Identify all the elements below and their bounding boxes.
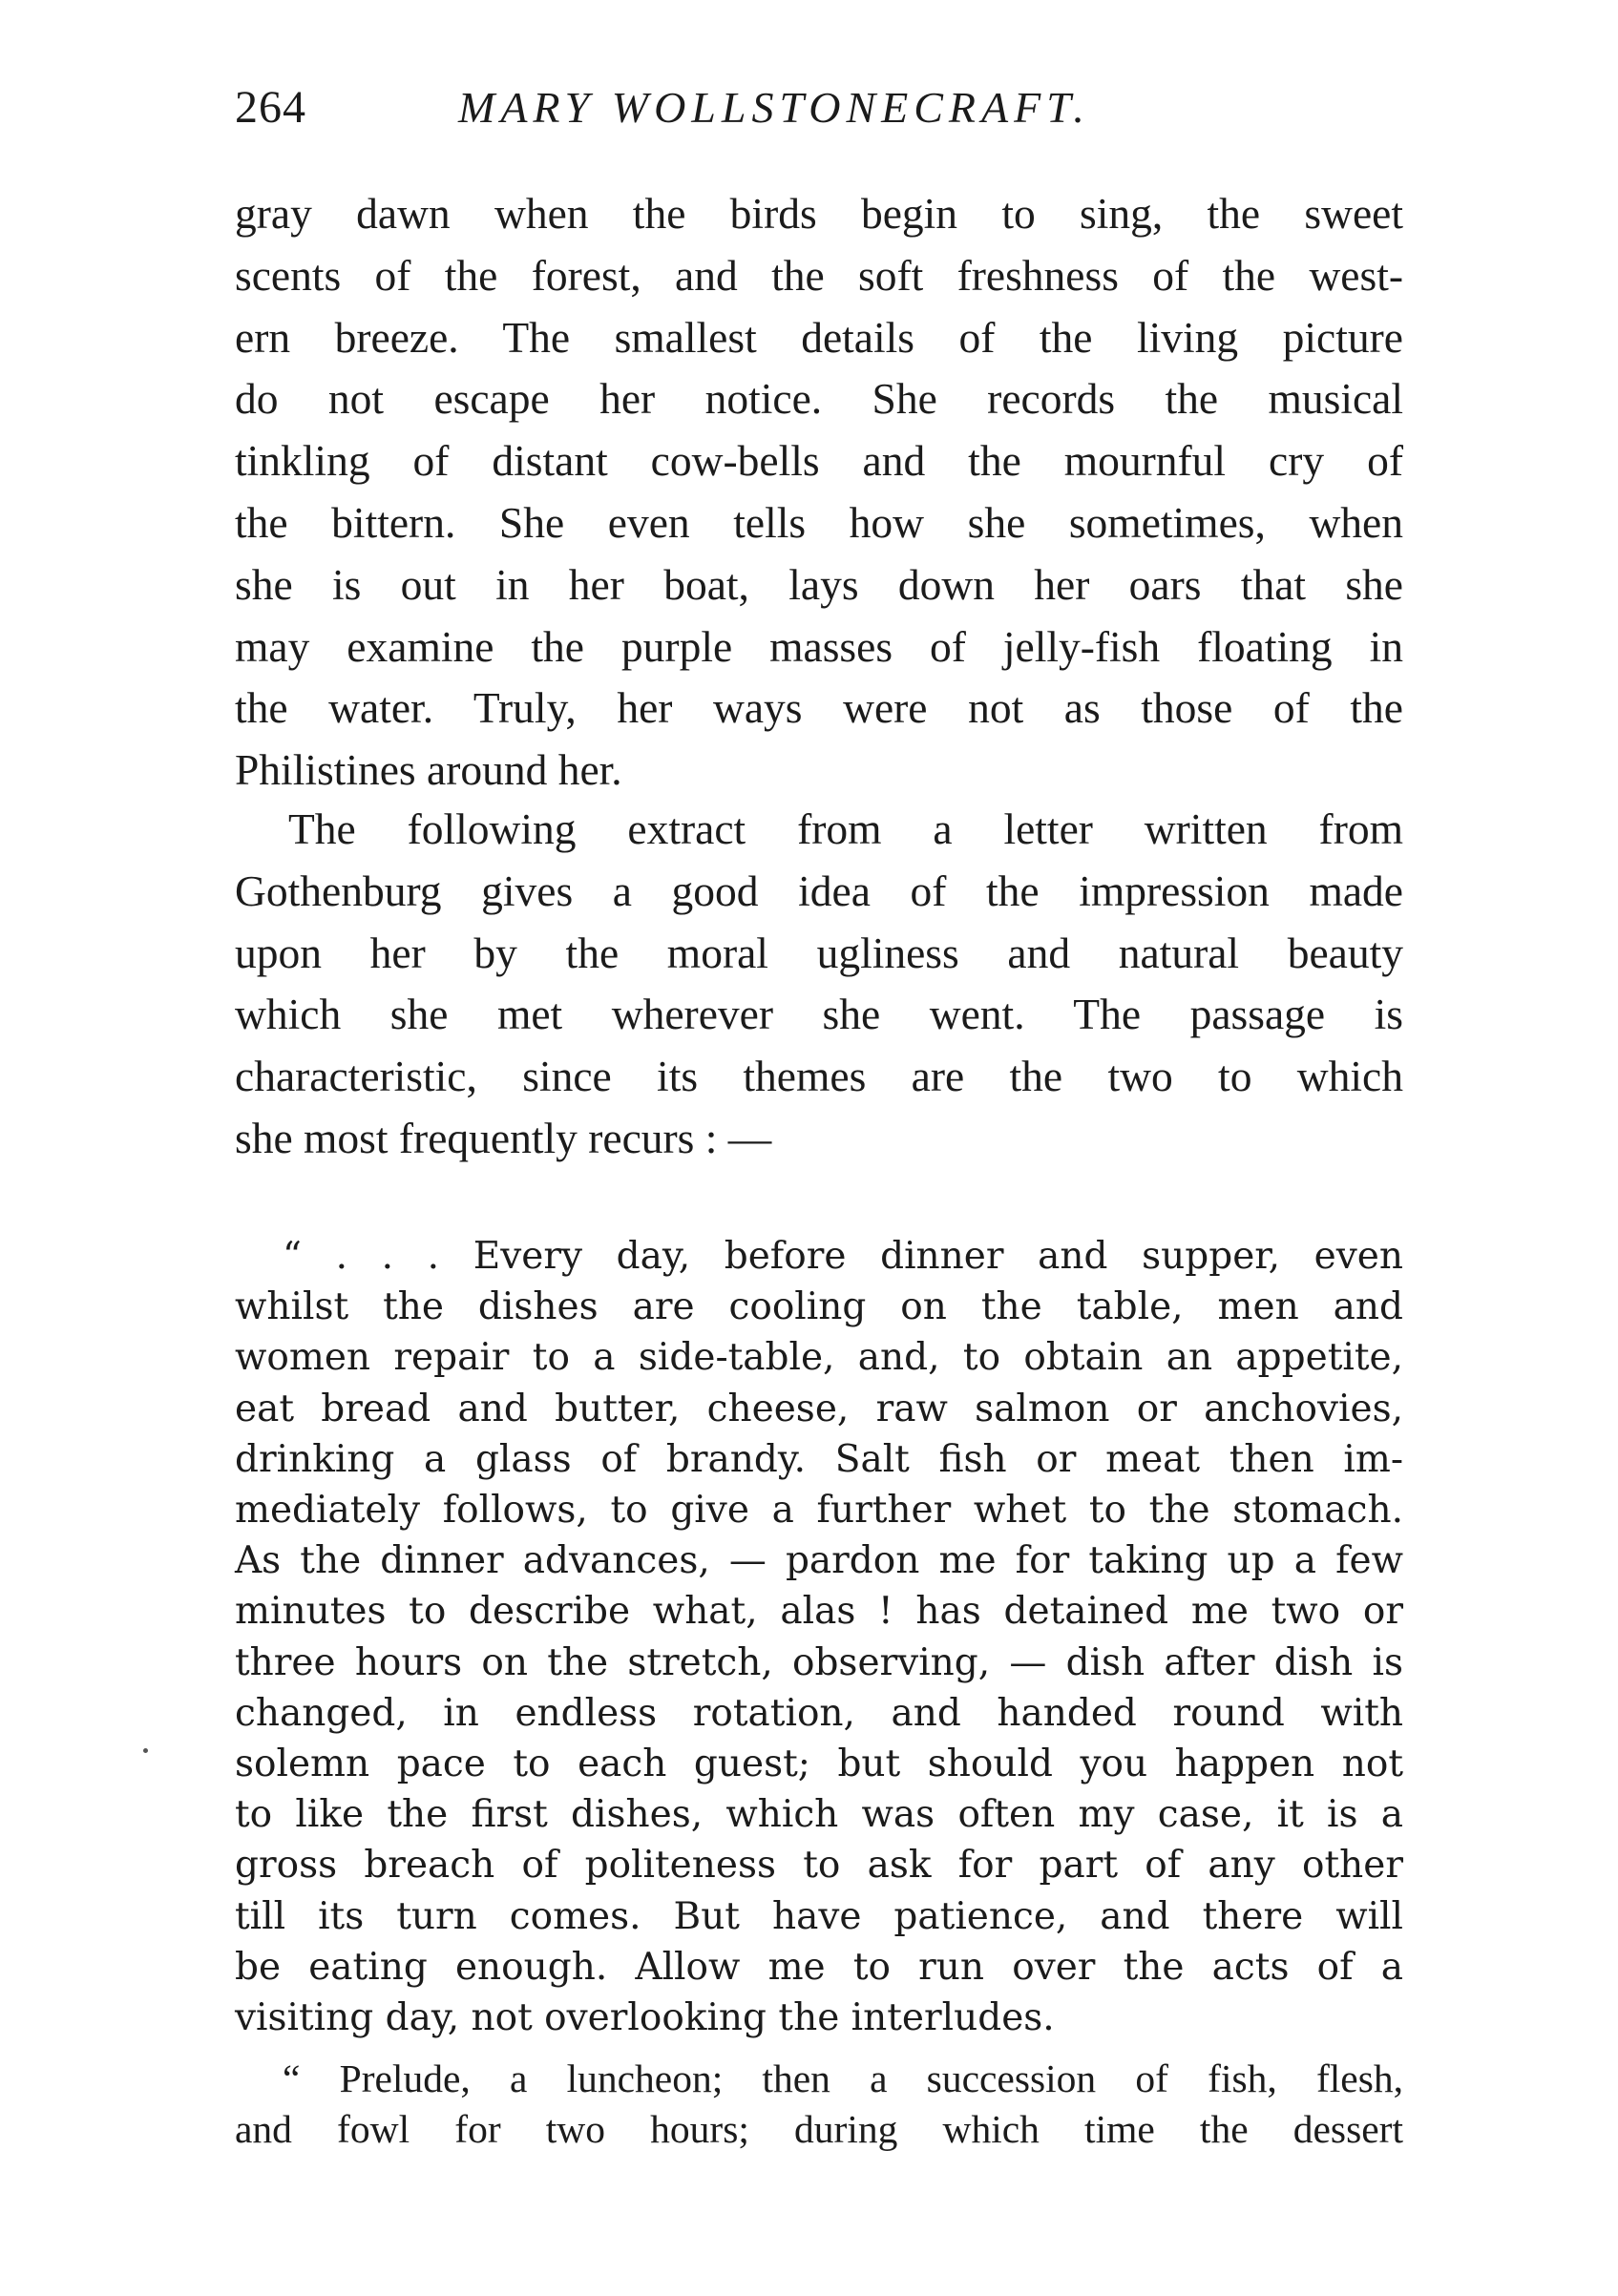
quote-line: gross breach of politeness to ask for part of any other: [235, 1844, 1403, 1888]
text-line: the bittern. She even tells how she sometimes, when: [235, 497, 1403, 547]
quote-line: As the dinner advances, — pardon me for taking up a few: [235, 1539, 1403, 1583]
text-line: may examine the purple masses of jelly-fish floating in: [235, 621, 1403, 671]
quote-line: mediately follows, to give a further whet to the stomach.: [235, 1489, 1403, 1533]
page-header: [235, 74, 1399, 141]
text-line: the water. Truly, her ways were not as those of the: [235, 683, 1403, 733]
quote-line: whilst the dishes are cooling on the table, men and: [235, 1285, 1403, 1329]
quote-line: “ . . . Every day, before dinner and supper, even: [283, 1235, 1403, 1278]
quote-line: solemn pace to each guest; but should you happen not: [235, 1743, 1403, 1786]
text-line: ern breeze. The smallest details of the living picture: [235, 312, 1403, 362]
text-line: upon her by the moral ugliness and natural beauty: [235, 928, 1403, 977]
text-line: scents of the forest, and the soft freshness of the west-: [235, 250, 1403, 300]
text-line: The following extract from a letter written from: [288, 804, 1403, 853]
quote-line: “ Prelude, a luncheon; then a succession of fish, flesh,: [283, 2056, 1403, 2100]
text-line: characteristic, since its themes are the two to which: [235, 1052, 1403, 1101]
text-line: do not escape her notice. She records the musical: [235, 374, 1403, 424]
text-line: she is out in her boat, lays down her oars that she: [235, 559, 1403, 609]
text-line: which she met wherever she went. The passage is: [235, 990, 1403, 1039]
text-line: she most frequently recurs : —: [235, 1113, 772, 1162]
paper-speck: [143, 1748, 148, 1753]
quote-line: visiting day, not overlooking the interludes.: [235, 1996, 1055, 2040]
text-line: gray dawn when the birds begin to sing, the sweet: [235, 189, 1403, 238]
quote-line: minutes to describe what, alas ! has detained me two or: [235, 1590, 1403, 1634]
page-number: 264: [235, 82, 306, 133]
quote-line: and fowl for two hours; during which time the dessert: [235, 2107, 1403, 2152]
text-line: Philistines around her.: [235, 745, 622, 795]
body-paragraph-2: [235, 799, 1403, 1170]
block-quote-1: [235, 1231, 1403, 2043]
text-line: Gothenburg gives a good idea of the impression made: [235, 866, 1403, 915]
quote-line: three hours on the stretch, observing, — dish after dish is: [235, 1640, 1403, 1684]
quote-line: drinking a glass of brandy. Salt fish or meat then im-: [235, 1437, 1403, 1481]
quote-line: to like the first dishes, which was often my case, it is a: [235, 1793, 1403, 1837]
quote-line: eat bread and butter, cheese, raw salmon or anchovies,: [235, 1387, 1403, 1430]
text-line: tinkling of distant cow-bells and the mournful cry of: [235, 436, 1403, 486]
quote-line: till its turn comes. But have patience, and there will: [235, 1894, 1403, 1938]
quote-line: changed, in endless rotation, and handed round with: [235, 1691, 1403, 1735]
block-quote-2: [235, 2054, 1403, 2155]
quote-line: women repair to a side-table, and, to obtain an appetite,: [235, 1336, 1403, 1380]
quote-line: be eating enough. Allow me to run over the acts of a: [235, 1945, 1403, 1989]
running-head: MARY WOLLSTONECRAFT.: [458, 83, 1090, 132]
body-paragraph-1: [235, 183, 1403, 802]
